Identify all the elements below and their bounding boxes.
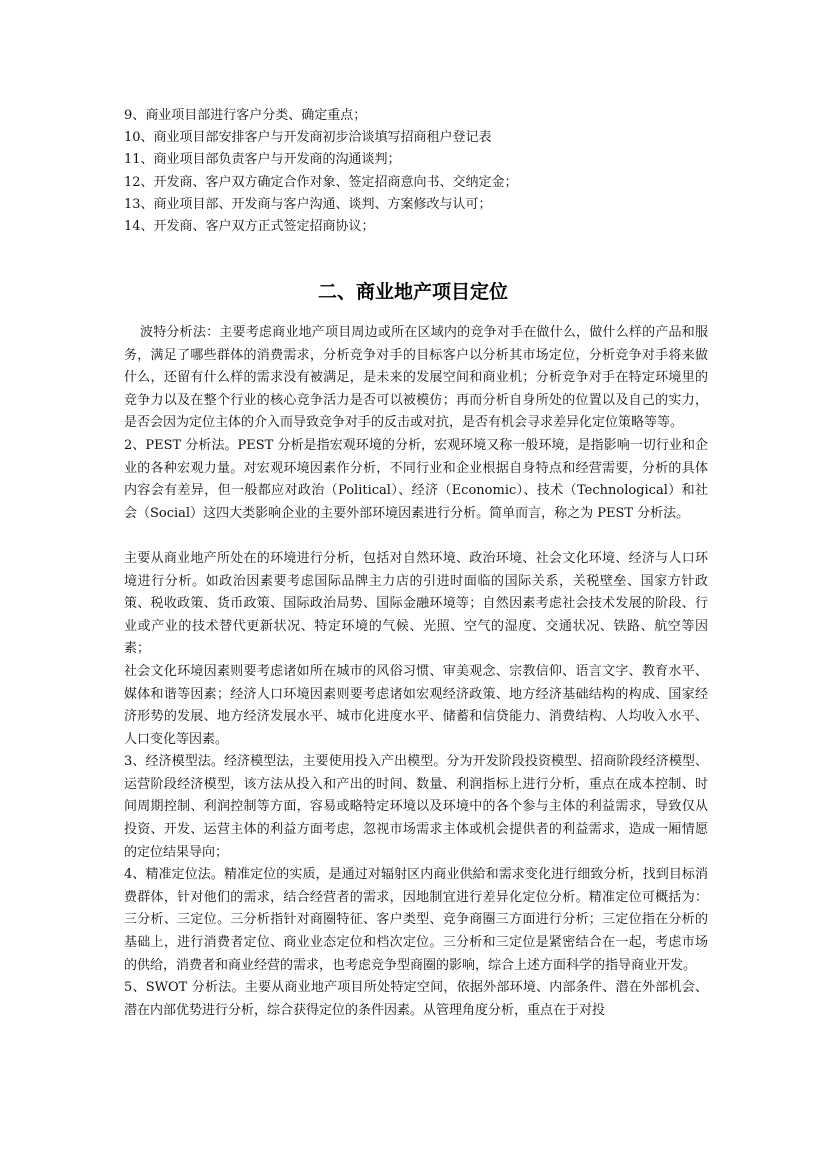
swot-paragraph: 5、SWOT 分析法。主要从商业地产项目所处特定空间，依据外部环境、内部条件、潜在外部机会、潜在内部优势进行分析，综合获得定位的条件因素。从管理角度分析，重点在于对投 bbox=[124, 980, 708, 1018]
list-item: 10、商业项目部安排客户与开发商初步洽谈填写招商租户登记表 bbox=[124, 130, 492, 146]
list-item: 11、商业项目部负责客户与开发商的沟通谈判； bbox=[124, 152, 401, 168]
paragraph-spacer bbox=[124, 525, 708, 548]
porter-paragraph: 波特分析法：主要考虑商业地产项目周边或所在区域内的竞争对手在做什么，做什么样的产品和服务，满足了哪些群体的消费需求，分析竞争对手的目标客户以分析其市场定位，分析竞争对手将来做什么，还留有什么样的需求没有被满足，是未来的发展空间和商业机；分析竞争对手在特定环境里的竞争力以及在整个行业的核心竞争活力是否可以被模仿；再而分析自身所处的位置以及自己的实力，是否会因为定位主体的介入而导致竞争对手的反击或对抗，是否有机会寻求差异化定位策略等等。 bbox=[124, 325, 708, 431]
process-steps-list bbox=[124, 105, 724, 238]
list-item: 13、商业项目部、开发商与客户沟通、谈判、方案修改与认可； bbox=[124, 196, 492, 212]
body-text bbox=[124, 322, 708, 1022]
economic-model-paragraph: 3、经济模型法。经济模型法，主要使用投入产出模型。分为开发阶段投资模型、招商阶段经济模型、运营阶段经济模型，该方法从投入和产出的时间、数量、利润指标上进行分析，重点在成本控制、时间周期控制、利润控制等方面，容易或略特定环境以及环境中的各个参与主体的利益需求，导致仅从投资、开发、运营主体的利益方面考虑，忽视市场需求主体或机会提供者的利益需求，造成一厢情愿的定位结果导向； bbox=[124, 754, 708, 860]
list-item: 14、开发商、客户双方正式签定招商协议； bbox=[124, 218, 375, 234]
section-heading: 二、商业地产项目定位 bbox=[317, 281, 508, 303]
list-item: 12、开发商、客户双方确定合作对象、签定招商意向书、交纳定金； bbox=[124, 174, 518, 190]
precise-positioning-paragraph: 4、精准定位法。精准定位的实质，是通过对辐射区内商业供給和需求变化进行细致分析，找到目标消费群体，针对他们的需求，结合经营者的需求，因地制宜进行差异化定位分析。精准定位可概括为：三分析、三定位。三分析指针对商圈特征、客户类型、竞争商圈三方面进行分析；三定位指在分析的基础上，进行消费者定位、商业业态定位和档次定位。三分析和三定位是紧密结合在一起，考虑市场的供给，消费者和商业经营的需求，也考虑竞争型商圈的影响，综合上述方面科学的指导商业开发。 bbox=[124, 867, 708, 973]
list-item: 9、商业项目部进行客户分类、确定重点； bbox=[124, 108, 367, 123]
pest-paragraph: 2、PEST 分析法。PEST 分析是指宏观环境的分析，宏观环境又称一般环境，是指影响一切行业和企业的各种宏观力量。对宏观环境因素作分析，不同行业和企业根据自身特点和经营需要，分析的具体内容会有差异，但一般都应对政治（Political）、经济（Economic）、技术（Technological）和社会（Social）这四大类影响企业的主要外部环境因素进行分析。简单而言，称之为 PEST 分析法。 bbox=[124, 437, 708, 521]
environment-paragraph: 主要从商业地产所处在的环境进行分析，包括对自然环境、政治环境、社会文化环境、经济与人口环境进行分析。如政治因素要考虑国际品牌主力店的引进时面临的国际关系，关税壁垒、国家方针政策、税收政策、货币政策、国际政治局势、国际金融环境等；自然因素考虑社会技术发展的阶段、行业或产业的技术替代更新状况、特定环境的气候、光照、空气的湿度、交通状况、铁路、航空等因素； bbox=[124, 550, 708, 657]
culture-paragraph: 社会文化环境因素则要考虑诸如所在城市的风俗习惯、审美观念、宗教信仰、语言文字、教育水平、媒体和谐等因素；经济人口环境因素则要考虑诸如宏观经济政策、地方经济基础结构的构成、国家经济形势的发展、地方经济发展水平、城市化进度水平、储蓄和信贷能力、消费结构、人均收入水平、人口变化等因素。 bbox=[124, 663, 708, 747]
